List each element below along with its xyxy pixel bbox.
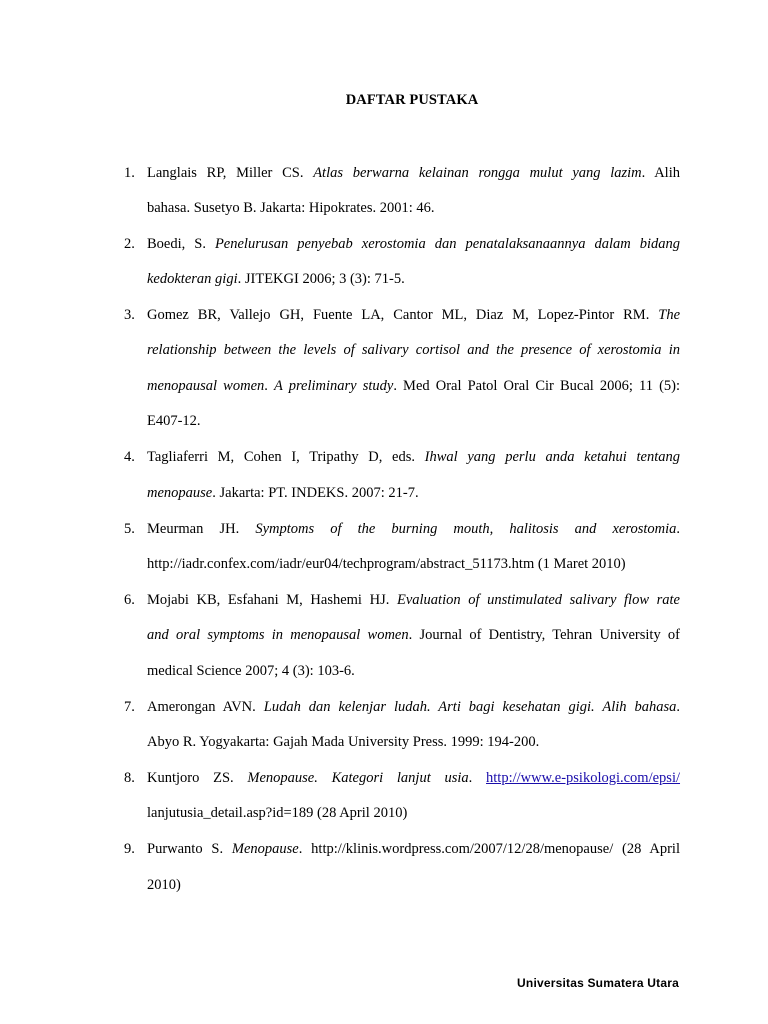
reference-number: 1. [124, 165, 135, 181]
reference-1-line-2: bahasa. Susetyo B. Jakarta: Hipokrates. 2001: 46. [147, 200, 435, 216]
reference-8-link[interactable]: http://www.e-psikologi.com/epsi/ [486, 770, 681, 786]
reference-number: 4. [124, 449, 135, 465]
reference-4-line-2: menopause. Jakarta: PT. INDEKS. 2007: 21-7. [147, 485, 419, 501]
reference-8-line-2: lanjutusia_detail.asp?id=189 (28 April 2010) [147, 805, 408, 821]
reference-2-line-2: kedokteran gigi. JITEKGI 2006; 3 (3): 71-5. [147, 271, 405, 287]
reference-7-line-2: Abyo R. Yogyakarta: Gajah Mada University Press. 1999: 194-200. [147, 734, 540, 750]
reference-number: 7. [124, 699, 135, 715]
reference-5-line-1: Meurman JH. Symptoms of the burning mouth, halitosis and xerostomia. [147, 521, 680, 537]
page-title: DAFTAR PUSTAKA [345, 92, 479, 108]
reference-number: 5. [124, 521, 135, 537]
reference-4-line-1: Tagliaferri M, Cohen I, Tripathy D, eds. Ihwal yang perlu anda ketahui tentang [147, 449, 680, 465]
reference-8-line-1: Kuntjoro ZS. Menopause. Kategori lanjut usia. http://www.e-psikologi.com/epsi/ [147, 770, 681, 786]
reference-3-line-4: E407-12. [147, 413, 201, 429]
reference-number: 3. [124, 307, 135, 323]
reference-1-line-1: Langlais RP, Miller CS. Atlas berwarna kelainan rongga mulut yang lazim. Alih [147, 165, 680, 181]
reference-6-line-2: and oral symptoms in menopausal women. Journal of Dentistry, Tehran University of [147, 627, 680, 643]
reference-2-line-1: Boedi, S. Penelurusan penyebab xerostomia dan penatalaksanaannya dalam bidang [147, 236, 680, 252]
reference-3-line-1: Gomez BR, Vallejo GH, Fuente LA, Cantor ML, Diaz M, Lopez-Pintor RM. The [147, 307, 680, 323]
reference-number: 9. [124, 841, 135, 857]
reference-number: 8. [124, 770, 135, 786]
reference-5-line-2: http://iadr.confex.com/iadr/eur04/techprogram/abstract_51173.htm (1 Maret 2010) [147, 556, 626, 572]
reference-9-line-2: 2010) [147, 877, 181, 893]
reference-3-line-2: relationship between the levels of salivary cortisol and the presence of xerostomia in [147, 342, 680, 358]
reference-number: 6. [124, 592, 135, 608]
footer-university-name: Universitas Sumatera Utara [517, 976, 679, 990]
reference-6-line-3: medical Science 2007; 4 (3): 103-6. [147, 663, 355, 679]
reference-7-line-1: Amerongan AVN. Ludah dan kelenjar ludah. Arti bagi kesehatan gigi. Alih bahasa. [147, 699, 680, 715]
reference-number: 2. [124, 236, 135, 252]
reference-9-line-1: Purwanto S. Menopause. http://klinis.wordpress.com/2007/12/28/menopause/ (28 April [147, 841, 680, 857]
reference-6-line-1: Mojabi KB, Esfahani M, Hashemi HJ. Evaluation of unstimulated salivary flow rate [147, 592, 680, 608]
reference-3-line-3: menopausal women. A preliminary study. Med Oral Patol Oral Cir Bucal 2006; 11 (5): [147, 378, 680, 394]
